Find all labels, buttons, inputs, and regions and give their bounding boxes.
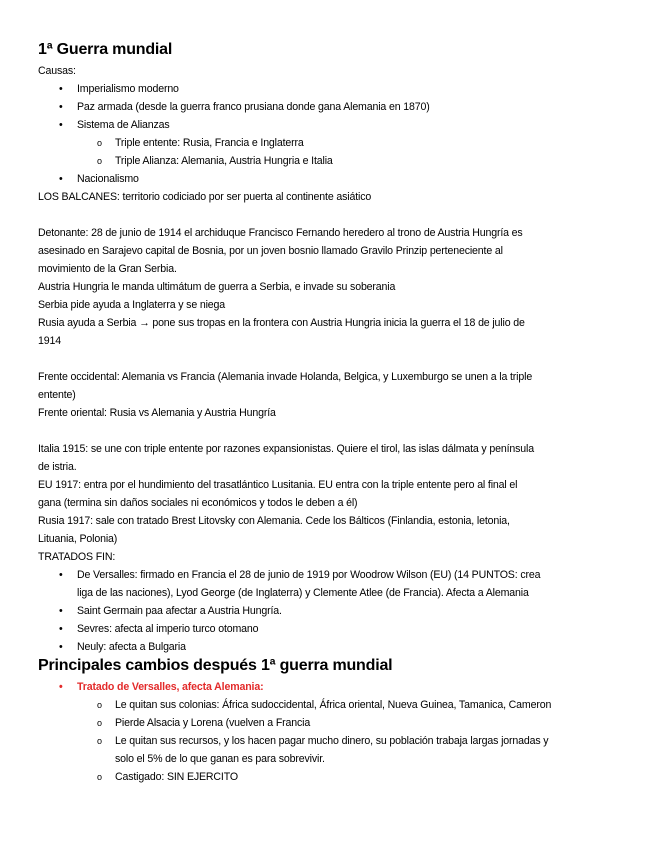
- list-item: o Castigado: SIN EJERCITO: [38, 768, 618, 786]
- list-item: • Paz armada (desde la guerra franco prusiana donde gana Alemania en 1870): [38, 98, 618, 116]
- document-page: [38, 38, 618, 786]
- list-item: • Tratado de Versalles, afecta Alemania:: [38, 678, 618, 696]
- desarrollo-line: Lituania, Polonia): [38, 533, 118, 545]
- bullet-disc: •: [59, 681, 63, 693]
- bullet-disc: •: [59, 641, 63, 653]
- bullet-disc: •: [59, 119, 63, 131]
- detonante-line: asesinado en Sarajevo capital de Bosnia, por un joven bosnio llamado Gravilo Prinzip perteneciente al: [38, 245, 503, 257]
- bullet-circle: o: [97, 700, 102, 710]
- bullet-disc: •: [59, 605, 63, 617]
- bullet-disc: •: [59, 569, 63, 581]
- frente-line: Frente occidental: Alemania vs Francia (Alemania invade Holanda, Belgica, y Luxemburgo se unen a la triple: [38, 371, 533, 383]
- tratados-list: [38, 566, 618, 656]
- detonante-line: movimiento de la Gran Serbia.: [38, 263, 177, 275]
- desarrollo-line: EU 1917: entra por el hundimiento del trasatlántico Lusitania. EU entra con la triple entente pero al final el: [38, 479, 518, 491]
- list-item: o Triple Alianza: Alemania, Austria Hungria e Italia: [38, 152, 618, 170]
- bullet-circle: o: [97, 156, 102, 166]
- causas-list-end: [38, 170, 618, 188]
- tratados-label: TRATADOS FIN:: [38, 551, 116, 563]
- page-title: 1ª Guerra mundial: [38, 41, 173, 58]
- section-heading: Principales cambios después 1ª guerra mundial: [38, 657, 393, 674]
- detonante-line: 1914: [38, 335, 61, 347]
- list-item: • Saint Germain paa afectar a Austria Hungría.: [38, 602, 618, 620]
- bullet-circle: o: [97, 718, 102, 728]
- detonante-line: Austria Hungria le manda ultimátum de guerra a Serbia, e invade su soberania: [38, 281, 396, 293]
- bullet-circle: o: [97, 736, 102, 746]
- detonante-line: Rusia ayuda a Serbia → pone sus tropas en la frontera con Austria Hungria inicia la guerra el 18 de julio de: [38, 317, 525, 329]
- bullet-disc: •: [59, 623, 63, 635]
- desarrollo-line: de istria.: [38, 461, 77, 473]
- list-item: • Imperialismo moderno: [38, 80, 618, 98]
- causas-label: Causas:: [38, 65, 76, 77]
- desarrollo-line: Rusia 1917: sale con tratado Brest Litovsky con Alemania. Cede los Bálticos (Finlandia, estonia, letonia,: [38, 515, 510, 527]
- causas-list: [38, 80, 618, 134]
- detonante-line: Serbia pide ayuda a Inglaterra y se niega: [38, 299, 226, 311]
- cambios-list: [38, 696, 618, 786]
- list-item: • De Versalles: firmado en Francia el 28 de junio de 1919 por Woodrow Wilson (EU) (14 PUNTOS: crea liga de las naciones), Lyod George (de Inglaterra) y Clemente Atlee (de Francia). Afecta a Alemania: [38, 566, 618, 602]
- list-item: • Sevres: afecta al imperio turco otomano: [38, 620, 618, 638]
- list-item: o Pierde Alsacia y Lorena (vuelven a Francia: [38, 714, 618, 732]
- list-item: o Le quitan sus recursos, y los hacen pagar mucho dinero, su población trabaja largas jornadas y solo el 5% de lo que ganan es para sobrevivir.: [38, 732, 618, 768]
- desarrollo-line: Italia 1915: se une con triple entente por razones expansionistas. Quiere el tirol, las islas dálmata y península: [38, 443, 534, 455]
- bullet-disc: •: [59, 101, 63, 113]
- versalles-list: [38, 678, 618, 696]
- bullet-disc: •: [59, 83, 63, 95]
- list-item: • Sistema de Alianzas: [38, 116, 618, 134]
- frente-line: Frente oriental: Rusia vs Alemania y Austria Hungría: [38, 407, 276, 419]
- detonante-line: Detonante: 28 de junio de 1914 el archiduque Francisco Fernando heredero al trono de Austria Hungría es: [38, 227, 523, 239]
- balcanes-text: LOS BALCANES: territorio codiciado por ser puerta al continente asiático: [38, 191, 372, 203]
- bullet-disc: •: [59, 173, 63, 185]
- bullet-circle: o: [97, 772, 102, 782]
- bullet-circle: o: [97, 138, 102, 148]
- desarrollo-line: gana (termina sin daños sociales ni económicos y todos le deben a él): [38, 497, 358, 509]
- list-item: o Triple entente: Rusia, Francia e Inglaterra: [38, 134, 618, 152]
- list-item: o Le quitan sus colonias: África sudoccidental, África oriental, Nueva Guinea, Tamanica, Cameron: [38, 696, 618, 714]
- list-item: • Neuly: afecta a Bulgaria: [38, 638, 618, 656]
- alianzas-list: [38, 134, 618, 170]
- frente-line: entente): [38, 389, 76, 401]
- list-item: • Nacionalismo: [38, 170, 618, 188]
